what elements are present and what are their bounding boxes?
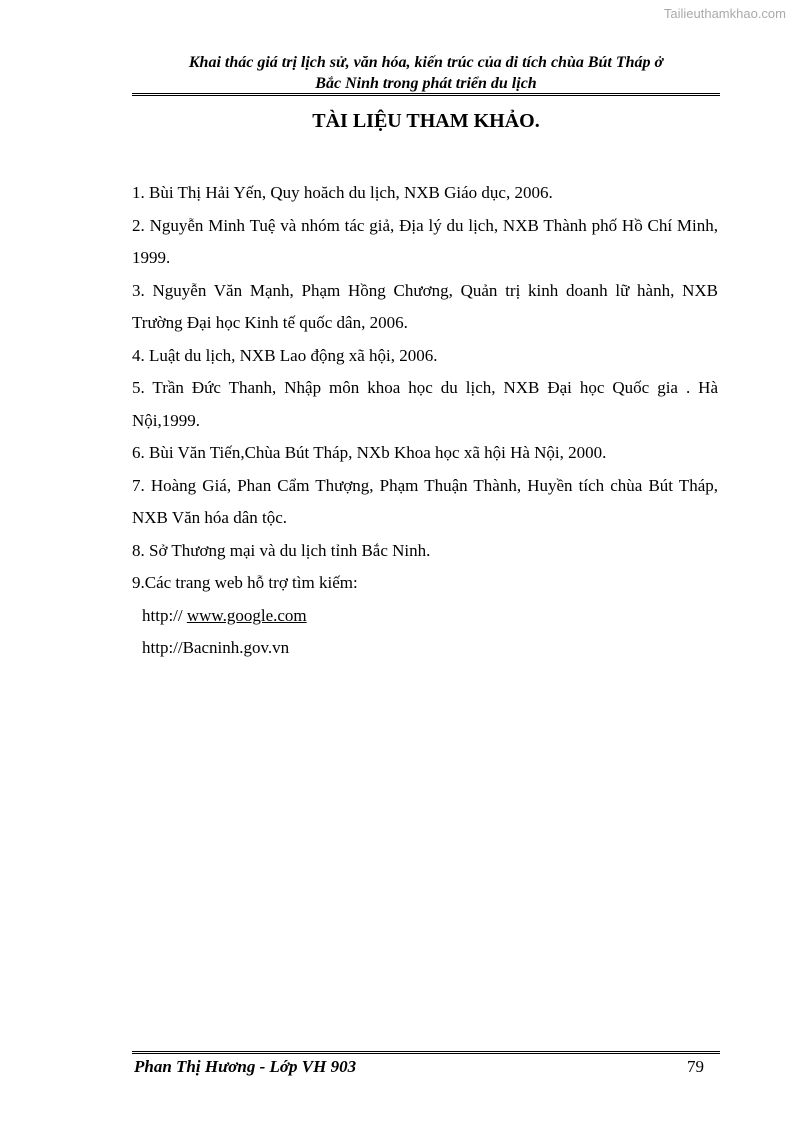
header-title-line-2: Bắc Ninh trong phát triển du lịch (315, 75, 537, 92)
reference-item-9: 9.Các trang web hỗ trợ tìm kiếm: (132, 573, 358, 592)
reference-item-4: 4. Luật du lịch, NXB Lao động xã hội, 2006. (132, 345, 438, 365)
section-title: TÀI LIỆU THAM KHẢO. (312, 110, 540, 132)
reference-item-6: 6. Bùi Văn Tiến,Chùa Bút Tháp, NXb Khoa học xã hội Hà Nội, 2000. (132, 443, 607, 462)
header-title-line-1: Khai thác giá trị lịch sử, văn hóa, kiến trúc của di tích chùa Bút Tháp ở (188, 54, 664, 71)
footer-rule (132, 1051, 720, 1054)
link-google-prefix: http:// (142, 605, 183, 625)
reference-item-2: 2. Nguyễn Minh Tuệ và nhóm tác giả, Địa lý du lịch, NXB Thành phố Hồ Chí Minh, 1999. (132, 215, 718, 267)
reference-item-3: 3. Nguyễn Văn Mạnh, Phạm Hồng Chương, Quản trị kinh doanh lữ hành, NXB Trường Đại học Kinh tế quốc dân, 2006. (132, 280, 718, 332)
reference-item-8: 8. Sở Thương mại và du lịch tỉnh Bắc Ninh. (132, 540, 431, 560)
watermark-text: Tailieuthamkhao.com (663, 6, 786, 21)
link-google-line (132, 600, 718, 633)
running-header (132, 52, 720, 94)
reference-list (132, 177, 718, 665)
link-bacninh[interactable]: http://Bacninh.gov.vn (142, 638, 290, 657)
link-google[interactable]: www.google.com (186, 605, 307, 625)
reference-item-7: 7. Hoàng Giá, Phan Cẩm Thượng, Phạm Thuận Thành, Huyền tích chùa Bút Tháp, NXB Văn hóa dân tộc. (132, 475, 718, 527)
reference-item-1: 1. Bùi Thị Hải Yến, Quy hoăch du lịch, NXB Giáo dục, 2006. (132, 183, 553, 202)
header-rule (132, 93, 720, 96)
page-number: 79 (687, 1057, 704, 1076)
footer-author: Phan Thị Hương - Lớp VH 903 (134, 1057, 357, 1076)
reference-item-5: 5. Trần Đức Thanh, Nhập môn khoa học du lịch, NXB Đại học Quốc gia . Hà Nội,1999. (132, 378, 718, 430)
